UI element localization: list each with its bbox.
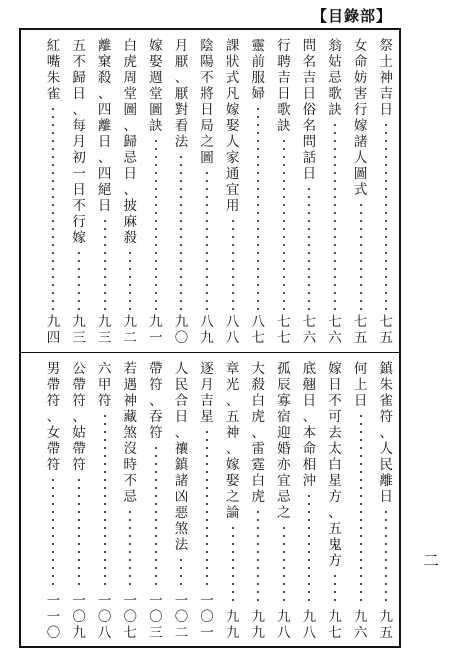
toc-leader-dots <box>283 137 285 311</box>
toc-entry-title: 女 命 妨 害 行 嫁 諸 人 圖 式 <box>353 38 368 198</box>
toc-leader-dots <box>232 217 234 311</box>
toc-entry-title: 嫁 娶 週 堂 圖 訣 <box>149 38 163 134</box>
toc-entry-title: 鎮 朱 雀 符 、 人 民 離 日 <box>379 361 393 505</box>
toc-entry-title: 問 名 吉 日 俗 名 問 話 日 <box>302 38 317 182</box>
toc-entry[interactable] <box>271 30 297 352</box>
toc-entry[interactable] <box>66 30 92 352</box>
toc-leader-dots <box>155 137 157 311</box>
toc-leader-dots <box>155 444 157 590</box>
toc-entry-page: 九 三 <box>72 314 86 346</box>
toc-leader-dots <box>104 217 106 311</box>
toc-entry-page: 九 七 <box>328 609 342 641</box>
section-header: 【目錄部】 <box>311 7 392 25</box>
toc-entry[interactable] <box>66 353 92 647</box>
toc-entry-page: 八 八 <box>225 314 240 346</box>
toc-leader-dots <box>385 508 387 606</box>
toc-entry[interactable] <box>194 30 220 352</box>
toc-entry[interactable] <box>169 30 195 352</box>
toc-entry-title: 若 遇 神 藏 煞 沒 時 不 忌 <box>123 361 138 505</box>
toc-entry-page: 七 五 <box>353 314 368 346</box>
toc-entry[interactable] <box>143 353 169 647</box>
toc-entry[interactable] <box>92 353 118 647</box>
toc-entry-title: 何 上 日 <box>353 361 368 409</box>
toc-entry-page: 九 六 <box>353 609 368 641</box>
toc-leader-dots <box>180 153 182 311</box>
toc-entry[interactable] <box>194 353 220 647</box>
toc-entry-title: 紅 嘴 朱 雀 <box>46 38 61 102</box>
toc-entry-page: 一 〇 七 <box>123 593 138 641</box>
toc-leader-dots <box>129 249 131 311</box>
toc-entry-title: 祭 土 神 吉 日 <box>379 38 393 118</box>
toc-leader-dots <box>385 121 387 311</box>
toc-entry-page: 九 九 <box>251 609 265 641</box>
toc-entry-page: 九 三 <box>97 314 112 346</box>
toc-leader-dots <box>360 412 362 606</box>
toc-entry-page: 九 九 <box>225 609 240 641</box>
toc-leader-dots <box>129 508 131 590</box>
toc-entry[interactable] <box>322 30 348 352</box>
toc-entry-page: 一 一 〇 <box>46 593 61 641</box>
toc-entry[interactable] <box>245 30 271 352</box>
toc-entry-page: 九 二 <box>123 314 138 346</box>
toc-entry[interactable] <box>117 30 143 352</box>
toc-entry[interactable] <box>41 30 67 352</box>
toc-entry-page: 九 五 <box>379 609 393 641</box>
toc-entry-page: 九 〇 <box>174 314 189 346</box>
toc-entry-title: 孤 辰 寡 宿 迎 婚 亦 宜 忌 之 <box>277 361 291 521</box>
toc-leader-dots <box>52 476 54 590</box>
toc-entry[interactable] <box>143 30 169 352</box>
toc-entry-title: 人 民 合 日 、 禳 鎮 諸 凶 惡 煞 法 <box>174 361 189 553</box>
toc-lower-section <box>21 352 399 647</box>
toc-entry-title: 白 虎 周 堂 圖 、 歸 忌 日 、 披 麻 殺 <box>123 38 138 246</box>
toc-leader-dots <box>206 169 208 311</box>
toc-entry[interactable] <box>322 353 348 647</box>
toc-entry-page: 一 〇 二 <box>174 593 189 641</box>
toc-entry-page: 一 〇 一 <box>200 593 214 641</box>
toc-entry[interactable] <box>348 30 374 352</box>
toc-entry-page: 九 八 <box>277 609 291 641</box>
toc-entry-title: 底 翹 日 、 本 命 相 沖 <box>302 361 317 489</box>
toc-entry-title: 離 窠 殺 、 四 離 日 、 四 絕 日 <box>97 38 112 214</box>
toc-leader-dots <box>78 249 80 311</box>
page-number: 二 <box>422 551 439 570</box>
toc-leader-dots <box>308 185 310 311</box>
toc-entry-page: 七 六 <box>302 314 317 346</box>
toc-entry-title: 月 厭 、 厭 對 看 法 <box>174 38 189 150</box>
toc-entry[interactable] <box>41 353 67 647</box>
toc-leader-dots <box>78 476 80 590</box>
toc-entry-page: 七 六 <box>328 314 342 346</box>
toc-entry-title: 靈 前 服 婦 <box>251 38 265 102</box>
toc-entry[interactable] <box>373 30 399 352</box>
toc-entry-title: 公 帶 符 、 姑 帶 符 <box>72 361 86 473</box>
toc-entry-title: 逐 月 吉 星 <box>200 361 214 425</box>
toc-leader-dots <box>104 412 106 590</box>
toc-entry-title: 大 殺 白 虎 、 雷 霆 白 虎 <box>251 361 265 505</box>
toc-entry-page: 九 四 <box>46 314 61 346</box>
toc-leader-dots <box>206 428 208 590</box>
toc-entry[interactable] <box>92 30 118 352</box>
toc-entry-page: 一 〇 八 <box>97 593 112 641</box>
toc-leader-dots <box>180 556 182 590</box>
toc-entry[interactable] <box>297 353 323 647</box>
toc-leader-dots <box>360 201 362 311</box>
toc-leader-dots <box>257 105 259 311</box>
toc-leader-dots <box>232 524 234 606</box>
toc-entry-title: 翁 姑 忌 歌 訣 <box>328 38 342 118</box>
toc-entry[interactable] <box>348 353 374 647</box>
toc-entry-page: 七 七 <box>277 314 291 346</box>
toc-entry-title: 章 光 、 五 神 、 嫁 娶 之 論 <box>225 361 240 521</box>
toc-entry-title: 六 甲 符 <box>97 361 112 409</box>
toc-entry-title: 帶 符 、 吞 符 <box>149 361 163 441</box>
toc-entry-page: 九 八 <box>302 609 317 641</box>
toc-entry[interactable] <box>169 353 195 647</box>
toc-leader-dots <box>334 121 336 311</box>
toc-entry[interactable] <box>271 353 297 647</box>
toc-entry[interactable] <box>220 353 246 647</box>
toc-leader-dots <box>334 572 336 606</box>
toc-entry-title: 男 帶 符 、 女 帶 符 <box>46 361 61 473</box>
toc-entry-page: 一 〇 三 <box>149 593 163 641</box>
toc-entry-title: 課 狀 式 凡 嫁 娶 人 家 通 宜 用 <box>225 38 240 214</box>
toc-entry[interactable] <box>373 353 399 647</box>
toc-entry[interactable] <box>117 353 143 647</box>
toc-frame <box>19 28 401 648</box>
toc-upper-section <box>21 30 399 352</box>
toc-leader-dots <box>52 105 54 311</box>
toc-leader-dots <box>283 524 285 606</box>
toc-entry-title: 陰 陽 不 將 日 局 之 圖 <box>200 38 214 166</box>
toc-entry-title: 五 不 歸 日 、 每 月 初 一 日 不 行 嫁 <box>72 38 86 246</box>
toc-entry-page: 七 五 <box>379 314 393 346</box>
toc-entry-title: 嫁 日 不 可 去 太 白 星 方 、 五 鬼 方 <box>328 361 342 569</box>
toc-leader-dots <box>308 492 310 606</box>
toc-entry[interactable] <box>297 30 323 352</box>
toc-entry-page: 九 一 <box>149 314 163 346</box>
toc-entry-page: 一 〇 九 <box>72 593 86 641</box>
toc-entry-title: 行 聘 吉 日 歌 訣 <box>277 38 291 134</box>
toc-entry[interactable] <box>220 30 246 352</box>
toc-entry-page: 八 九 <box>200 314 214 346</box>
toc-entry-page: 八 七 <box>251 314 265 346</box>
toc-entry[interactable] <box>245 353 271 647</box>
toc-leader-dots <box>257 508 259 606</box>
